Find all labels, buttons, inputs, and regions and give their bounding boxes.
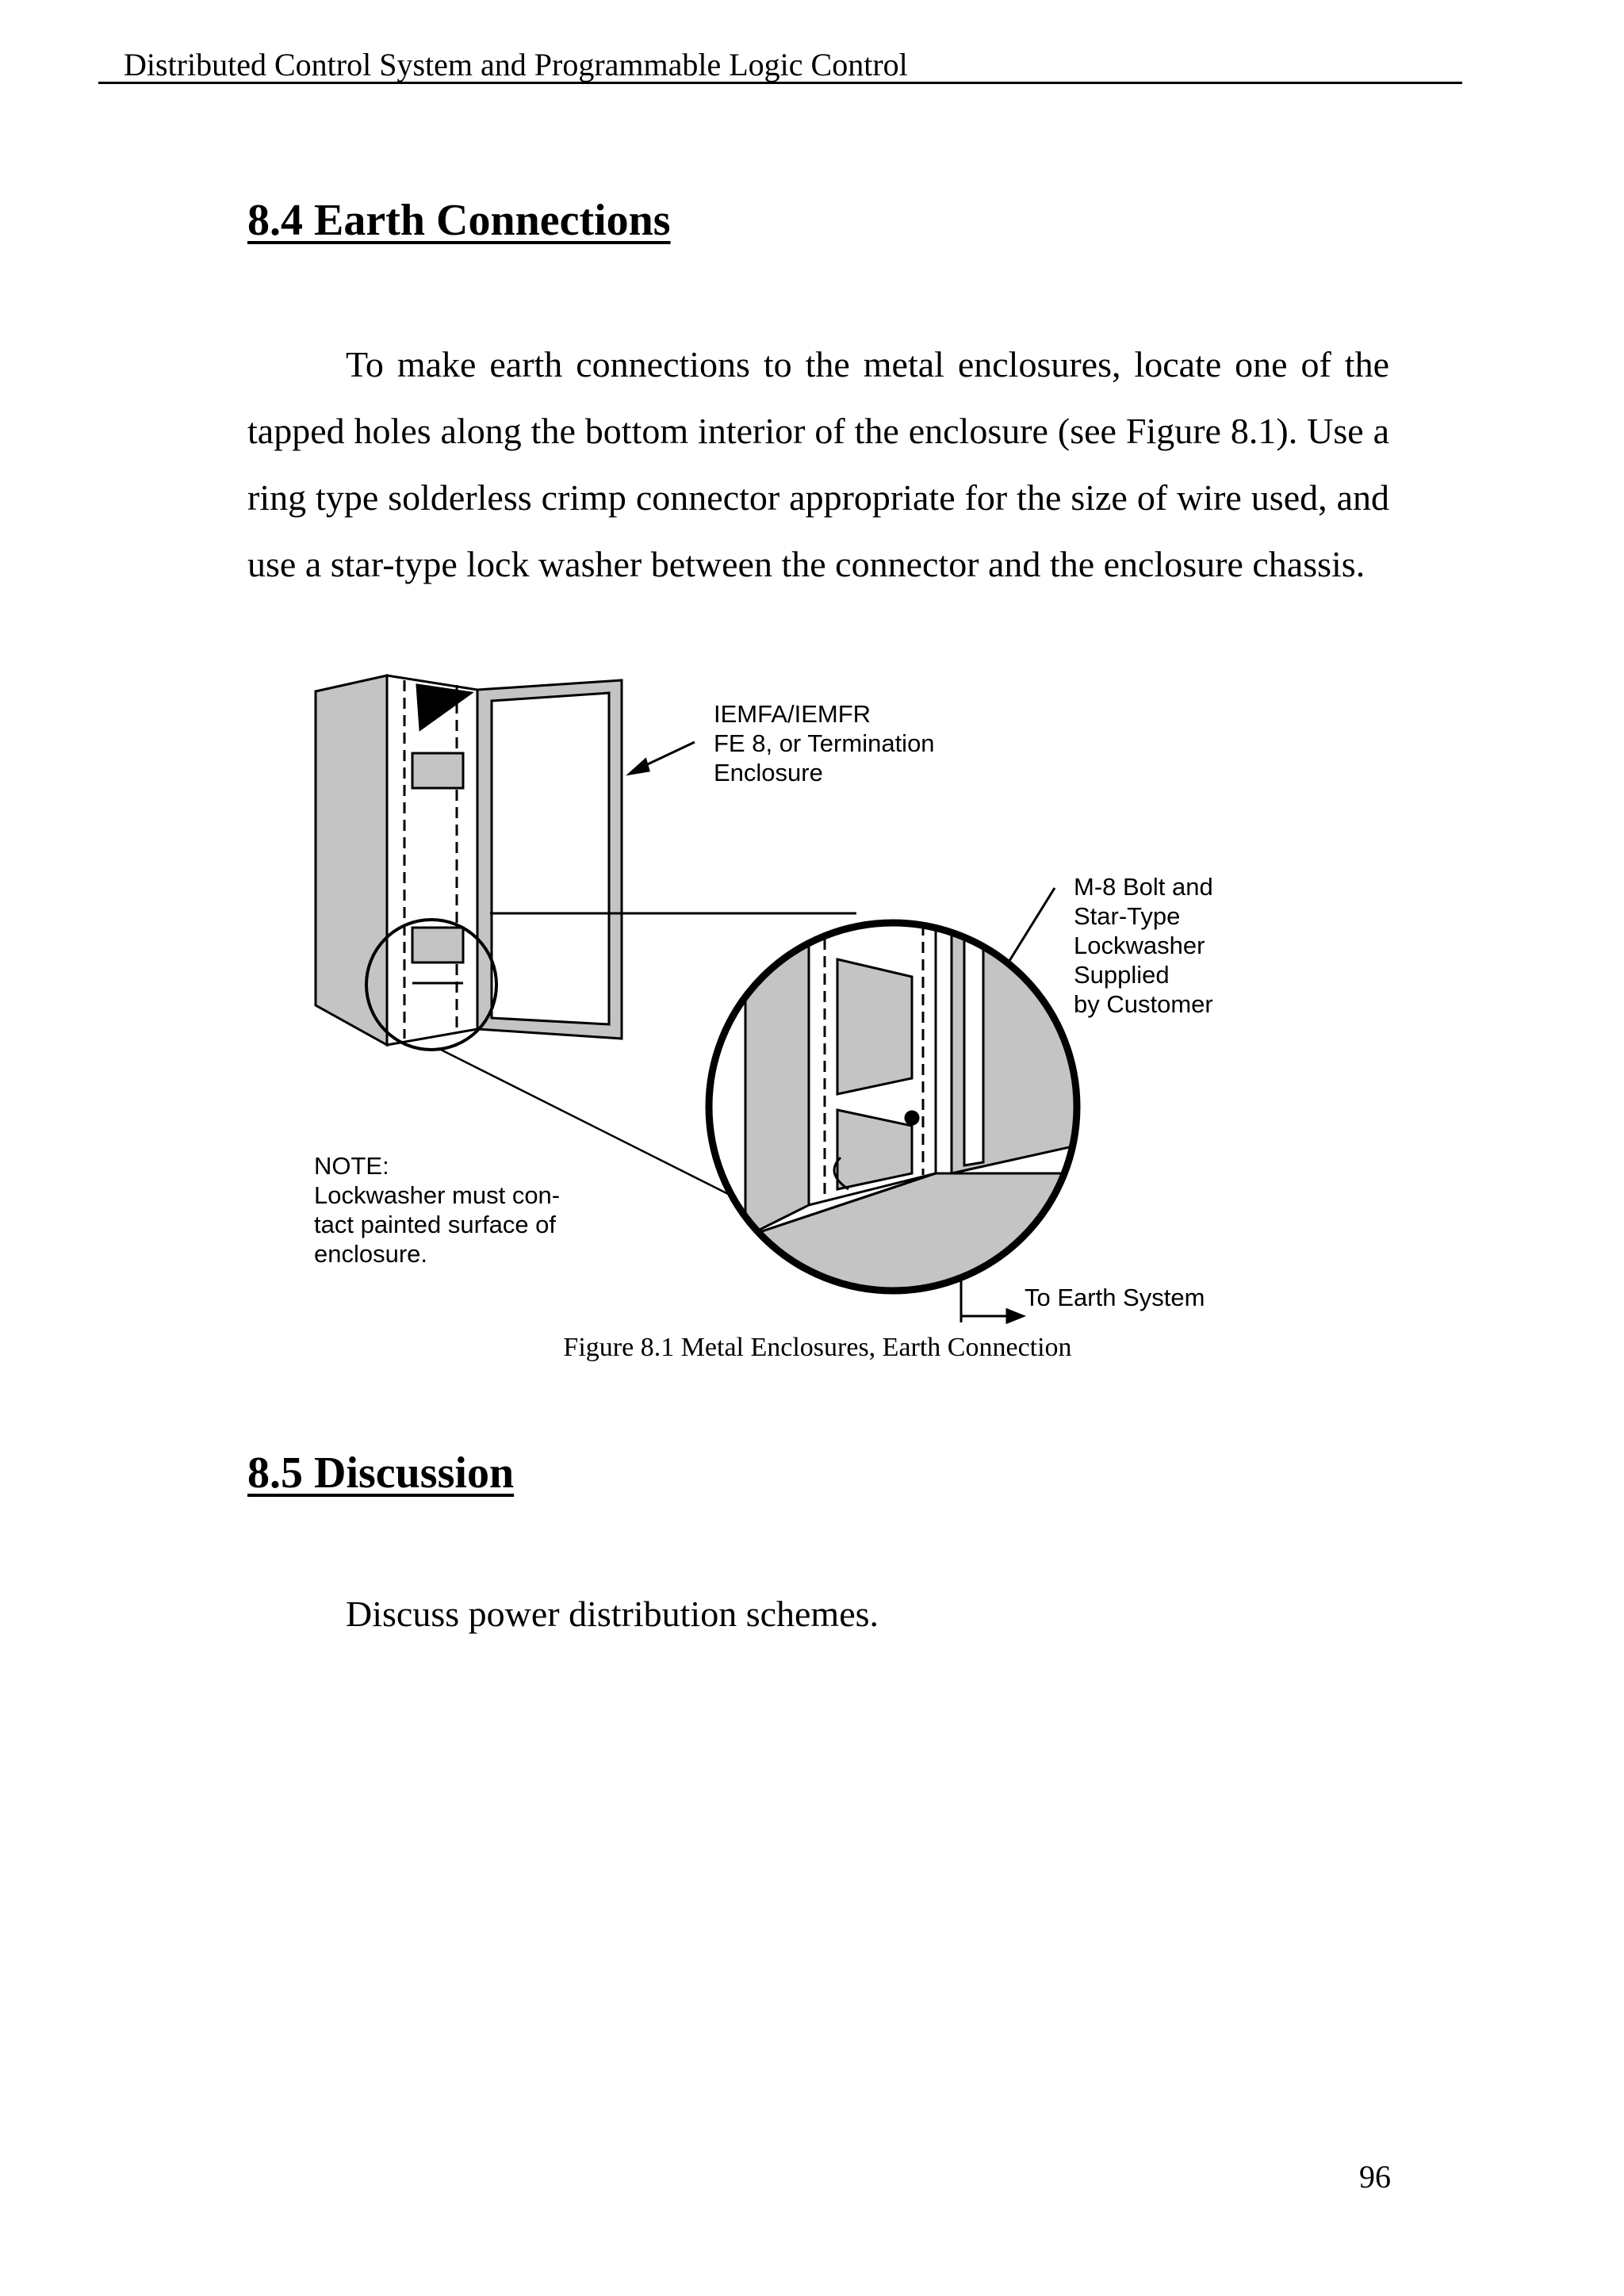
earth-connections-paragraph: To make earth connections to the metal enclosures, locate one of the tapped holes along the bottom interior of the enclosure (see Figure 8.1). Use a ring type solderless crimp connector appropriate for the size of wire used, and use a star-type lock washer between the connector and the enclosure chassis. xyxy=(247,344,1389,584)
bolt-lockwasher-label: M-8 Bolt and Star-Type Lockwasher Supplied by Customer xyxy=(1074,873,1213,1018)
cabinet-side-panel xyxy=(316,675,387,1045)
cabinet-interior xyxy=(387,675,477,1045)
section-heading-discussion: 8.5 Discussion xyxy=(247,1448,515,1498)
lockwasher-note: NOTE: Lockwasher must con- tact painted surface of enclosure. xyxy=(314,1152,561,1268)
page-number: 96 xyxy=(1359,2159,1391,2195)
enclosure-label: IEMFA/IEMFR FE 8, or Termination Enclosure xyxy=(714,700,935,786)
section-heading-earth-connections: 8.4 Earth Connections xyxy=(247,196,671,245)
figure-metal-enclosure xyxy=(301,666,1253,1324)
figure-caption: Figure 8.1 Metal Enclosures, Earth Connection xyxy=(563,1333,1072,1362)
magnified-detail xyxy=(698,888,1094,1316)
discussion-paragraph: Discuss power distribution schemes. xyxy=(346,1594,879,1634)
earth-system-label: To Earth System xyxy=(1025,1284,1205,1311)
running-header: Distributed Control System and Programmable Logic Control xyxy=(98,46,1462,84)
